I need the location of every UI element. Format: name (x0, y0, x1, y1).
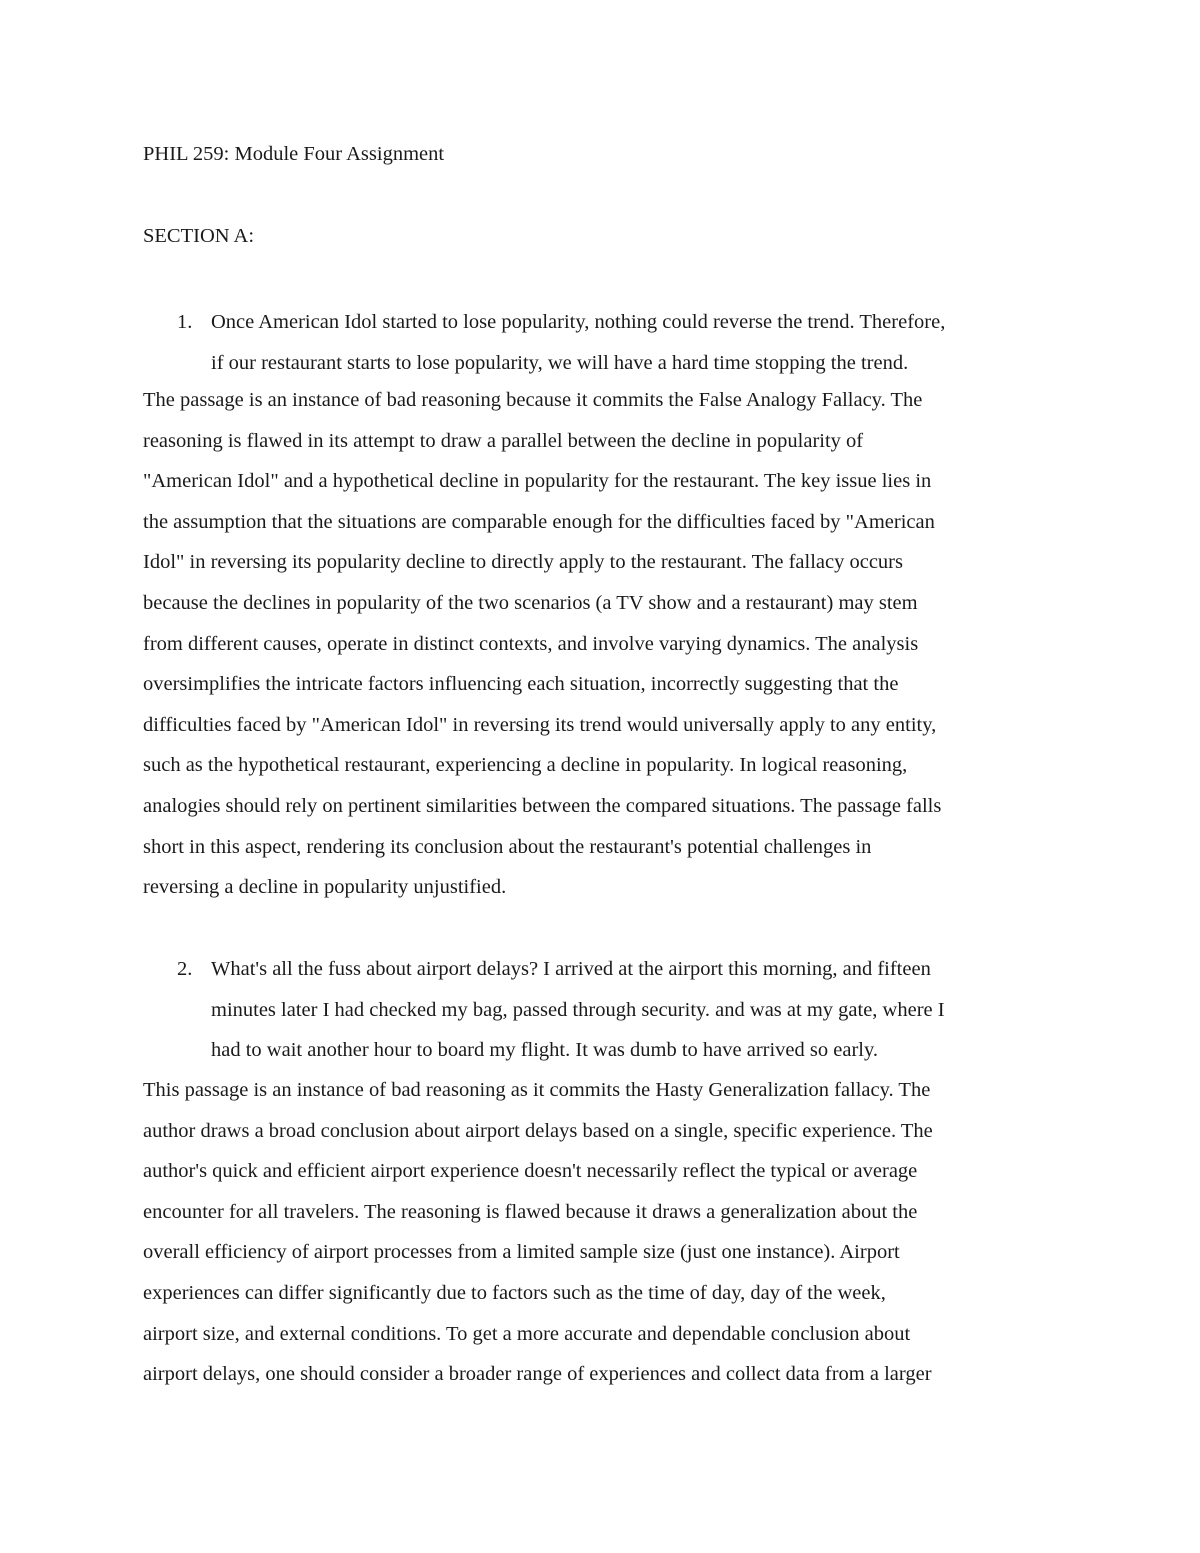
answer-line: The passage is an instance of bad reasoning because it commits the False Analogy Fallacy. The (143, 389, 923, 411)
answer-line: Idol" in reversing its popularity decline to directly apply to the restaurant. The fallacy occurs (143, 551, 903, 574)
list-item-number: 2. (177, 958, 193, 980)
prompt-line: had to wait another hour to board my flight. It was dumb to have arrived so early. (211, 1039, 879, 1061)
answer-line: author's quick and efficient airport experience doesn't necessarily reflect the typical or average (143, 1160, 918, 1183)
list-item-prompt (211, 302, 1063, 383)
answer-line: reversing a decline in popularity unjustified. (143, 876, 507, 899)
list-item-number: 1. (177, 311, 193, 333)
prompt-line: Once American Idol started to lose popularity, nothing could reverse the trend. Therefore, (211, 311, 946, 333)
answer-line: short in this aspect, rendering its conclusion about the restaurant's potential challenges in (143, 835, 872, 858)
prompt-line: What's all the fuss about airport delays? I arrived at the airport this morning, and fifteen (211, 958, 931, 980)
prompt-line: minutes later I had checked my bag, passed through security. and was at my gate, where I (211, 998, 945, 1021)
answer-line: encounter for all travelers. The reasoning is flawed because it draws a generalization about the (143, 1200, 918, 1223)
answer-line: airport delays, one should consider a broader range of experiences and collect data from a larger (143, 1363, 932, 1386)
answer-line: from different causes, operate in distinct contexts, and involve varying dynamics. The analysis (143, 632, 919, 655)
answer-line: experiences can differ significantly due to factors such as the time of day, day of the week, (143, 1281, 886, 1304)
answer-line: because the declines in popularity of the two scenarios (a TV show and a restaurant) may stem (143, 591, 918, 614)
answer-line: such as the hypothetical restaurant, experiencing a decline in popularity. In logical reasoning, (143, 754, 908, 777)
answer-paragraph-2 (143, 1070, 1073, 1395)
answer-paragraph-1 (143, 380, 1073, 908)
document-title: PHIL 259: Module Four Assignment (143, 143, 445, 165)
answer-line: airport size, and external conditions. To get a more accurate and dependable conclusion about (143, 1322, 911, 1345)
prompt-line: if our restaurant starts to lose popularity, we will have a hard time stopping the trend. (211, 351, 909, 374)
answer-line: difficulties faced by "American Idol" in reversing its trend would universally apply to any entity, (143, 713, 937, 736)
section-heading: SECTION A: (143, 225, 255, 247)
answer-line: overall efficiency of airport processes from a limited sample size (just one instance). Airport (143, 1241, 900, 1264)
answer-line: "American Idol" and a hypothetical decline in popularity for the restaurant. The key issue lies in (143, 470, 932, 493)
answer-line: oversimplifies the intricate factors influencing each situation, incorrectly suggesting that the (143, 673, 899, 696)
answer-line: reasoning is flawed in its attempt to draw a parallel between the decline in popularity of (143, 429, 864, 452)
list-item-1 (143, 302, 1063, 383)
answer-line: author draws a broad conclusion about airport delays based on a single, specific experience. The (143, 1119, 933, 1142)
answer-line: analogies should rely on pertinent similarities between the compared situations. The passage falls (143, 794, 942, 817)
list-item-prompt (211, 949, 1063, 1071)
answer-line: the assumption that the situations are comparable enough for the difficulties faced by "American (143, 510, 935, 533)
answer-line: This passage is an instance of bad reasoning as it commits the Hasty Generalization fallacy. The (143, 1079, 931, 1101)
list-item-2 (143, 949, 1063, 1071)
